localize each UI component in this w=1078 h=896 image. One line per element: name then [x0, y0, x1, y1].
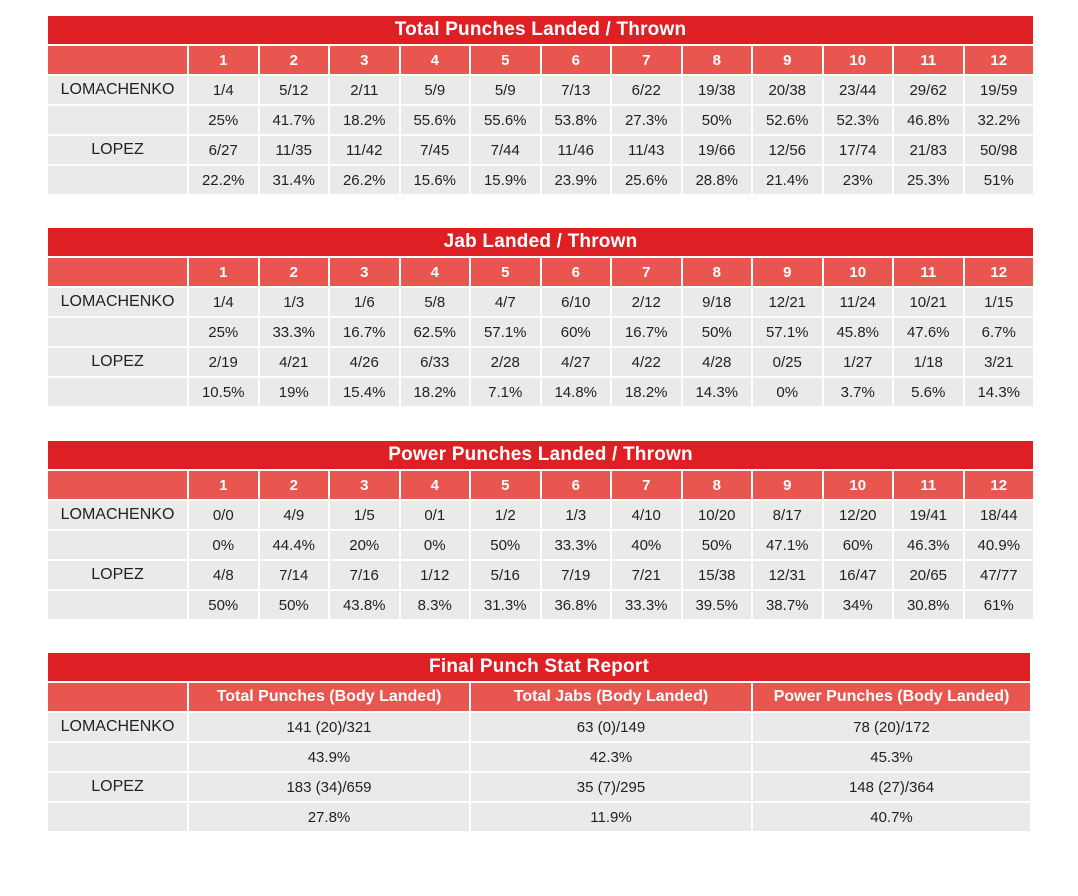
landed-cell: 1/18	[894, 346, 963, 376]
pct-cell: 27.3%	[612, 104, 681, 134]
landed-cell: 4/9	[260, 499, 329, 529]
round-header: 8	[683, 256, 752, 286]
pct-cell: 7.1%	[471, 376, 540, 406]
pct-cell: 46.3%	[894, 529, 963, 559]
pct-cell: 6.7%	[965, 316, 1034, 346]
pct-cell: 25.6%	[612, 164, 681, 194]
round-header: 12	[965, 469, 1034, 499]
table-row	[48, 771, 1030, 801]
round-header-row	[48, 44, 1033, 74]
pct-cell: 31.4%	[260, 164, 329, 194]
pct-cell: 45.8%	[824, 316, 893, 346]
round-header: 3	[330, 469, 399, 499]
pct-cell: 3.7%	[824, 376, 893, 406]
fighter-name: LOPEZ	[48, 134, 187, 164]
pct-cell: 23%	[824, 164, 893, 194]
landed-cell: 6/33	[401, 346, 470, 376]
pct-cell: 50%	[471, 529, 540, 559]
pct-cell: 50%	[683, 316, 752, 346]
table-row	[48, 559, 1033, 589]
round-header-blank	[48, 44, 187, 74]
landed-cell: 1/15	[965, 286, 1034, 316]
pct-cell: 31.3%	[471, 589, 540, 619]
round-header: 1	[189, 44, 258, 74]
pct-cell: 11.9%	[471, 801, 751, 831]
landed-cell: 10/21	[894, 286, 963, 316]
landed-cell: 11/43	[612, 134, 681, 164]
pct-cell: 33.3%	[612, 589, 681, 619]
landed-cell: 19/66	[683, 134, 752, 164]
table-row	[48, 74, 1033, 104]
landed-cell: 7/21	[612, 559, 681, 589]
landed-cell: 10/20	[683, 499, 752, 529]
pct-cell: 50%	[683, 104, 752, 134]
fighter-name: LOPEZ	[48, 771, 187, 801]
fighter-name-empty	[48, 741, 187, 771]
landed-cell: 4/26	[330, 346, 399, 376]
table-row	[48, 499, 1033, 529]
pct-cell: 8.3%	[401, 589, 470, 619]
landed-cell: 7/19	[542, 559, 611, 589]
pct-cell: 40.9%	[965, 529, 1034, 559]
pct-cell: 14.8%	[542, 376, 611, 406]
final-report-table	[46, 653, 1032, 831]
landed-cell: 47/77	[965, 559, 1034, 589]
fighter-name: LOPEZ	[48, 346, 187, 376]
landed-cell: 4/27	[542, 346, 611, 376]
pct-cell: 43.9%	[189, 741, 469, 771]
landed-cell: 20/65	[894, 559, 963, 589]
landed-cell: 11/46	[542, 134, 611, 164]
table-row	[48, 164, 1033, 194]
landed-cell: 11/35	[260, 134, 329, 164]
pct-cell: 38.7%	[753, 589, 822, 619]
landed-cell: 6/27	[189, 134, 258, 164]
table-title-row	[48, 16, 1033, 44]
landed-cell: 19/41	[894, 499, 963, 529]
landed-cell: 9/18	[683, 286, 752, 316]
landed-cell: 1/27	[824, 346, 893, 376]
pct-cell: 52.3%	[824, 104, 893, 134]
fighter-name: LOMACHENKO	[48, 74, 187, 104]
landed-cell: 5/9	[401, 74, 470, 104]
landed-cell: 2/11	[330, 74, 399, 104]
pct-cell: 15.9%	[471, 164, 540, 194]
landed-cell: 2/12	[612, 286, 681, 316]
pct-cell: 26.2%	[330, 164, 399, 194]
pct-cell: 55.6%	[471, 104, 540, 134]
landed-cell: 12/21	[753, 286, 822, 316]
landed-cell: 3/21	[965, 346, 1034, 376]
table-title: Jab Landed / Thrown	[48, 228, 1033, 256]
round-header: 11	[894, 256, 963, 286]
pct-cell: 19%	[260, 376, 329, 406]
table-row	[48, 286, 1033, 316]
round-header: 4	[401, 256, 470, 286]
pct-cell: 10.5%	[189, 376, 258, 406]
table-row	[48, 589, 1033, 619]
landed-cell: 11/42	[330, 134, 399, 164]
round-header: 6	[542, 469, 611, 499]
round-header: 1	[189, 256, 258, 286]
pct-cell: 28.8%	[683, 164, 752, 194]
pct-cell: 21.4%	[753, 164, 822, 194]
round-header: 2	[260, 469, 329, 499]
round-header: 10	[824, 469, 893, 499]
round-header: 7	[612, 469, 681, 499]
pct-cell: 47.6%	[894, 316, 963, 346]
landed-cell: 35 (7)/295	[471, 771, 751, 801]
landed-cell: 7/14	[260, 559, 329, 589]
fighter-name: LOMACHENKO	[48, 286, 187, 316]
round-header: 7	[612, 256, 681, 286]
fighter-name-empty	[48, 801, 187, 831]
table-row	[48, 104, 1033, 134]
landed-cell: 4/21	[260, 346, 329, 376]
landed-cell: 183 (34)/659	[189, 771, 469, 801]
pct-cell: 47.1%	[753, 529, 822, 559]
column-header: Total Jabs (Body Landed)	[471, 681, 751, 711]
pct-cell: 52.6%	[753, 104, 822, 134]
round-header-row	[48, 256, 1033, 286]
fighter-name: LOMACHENKO	[48, 711, 187, 741]
column-header: Total Punches (Body Landed)	[189, 681, 469, 711]
round-header: 5	[471, 469, 540, 499]
landed-cell: 5/8	[401, 286, 470, 316]
table-row	[48, 346, 1033, 376]
landed-cell: 4/7	[471, 286, 540, 316]
pct-cell: 0%	[189, 529, 258, 559]
pct-cell: 42.3%	[471, 741, 751, 771]
table-title-row	[48, 228, 1033, 256]
pct-cell: 16.7%	[612, 316, 681, 346]
pct-cell: 62.5%	[401, 316, 470, 346]
round-header: 11	[894, 469, 963, 499]
landed-cell: 0/0	[189, 499, 258, 529]
table-row	[48, 741, 1030, 771]
total-punches-table	[46, 16, 1035, 194]
pct-cell: 0%	[401, 529, 470, 559]
pct-cell: 44.4%	[260, 529, 329, 559]
round-header: 3	[330, 44, 399, 74]
landed-cell: 1/6	[330, 286, 399, 316]
pct-cell: 33.3%	[260, 316, 329, 346]
pct-cell: 14.3%	[965, 376, 1034, 406]
pct-cell: 15.6%	[401, 164, 470, 194]
table-row	[48, 711, 1030, 741]
landed-cell: 0/1	[401, 499, 470, 529]
landed-cell: 19/59	[965, 74, 1034, 104]
round-header: 9	[753, 256, 822, 286]
round-header: 9	[753, 44, 822, 74]
round-header-row	[48, 469, 1033, 499]
round-header: 4	[401, 469, 470, 499]
round-header: 4	[401, 44, 470, 74]
fighter-name-empty	[48, 529, 187, 559]
landed-cell: 2/19	[189, 346, 258, 376]
round-header: 12	[965, 44, 1034, 74]
round-header: 5	[471, 44, 540, 74]
pct-cell: 60%	[542, 316, 611, 346]
fighter-name-empty	[48, 589, 187, 619]
landed-cell: 12/20	[824, 499, 893, 529]
landed-cell: 148 (27)/364	[753, 771, 1030, 801]
pct-cell: 33.3%	[542, 529, 611, 559]
pct-cell: 50%	[189, 589, 258, 619]
landed-cell: 4/10	[612, 499, 681, 529]
pct-cell: 18.2%	[612, 376, 681, 406]
landed-cell: 17/74	[824, 134, 893, 164]
landed-cell: 20/38	[753, 74, 822, 104]
landed-cell: 8/17	[753, 499, 822, 529]
table-title: Total Punches Landed / Thrown	[48, 16, 1033, 44]
pct-cell: 25.3%	[894, 164, 963, 194]
landed-cell: 1/2	[471, 499, 540, 529]
landed-cell: 4/8	[189, 559, 258, 589]
pct-cell: 5.6%	[894, 376, 963, 406]
landed-cell: 19/38	[683, 74, 752, 104]
landed-cell: 78 (20)/172	[753, 711, 1030, 741]
pct-cell: 32.2%	[965, 104, 1034, 134]
round-header-blank	[48, 469, 187, 499]
landed-cell: 18/44	[965, 499, 1034, 529]
round-header: 2	[260, 256, 329, 286]
round-header: 6	[542, 256, 611, 286]
pct-cell: 39.5%	[683, 589, 752, 619]
pct-cell: 23.9%	[542, 164, 611, 194]
landed-cell: 29/62	[894, 74, 963, 104]
landed-cell: 5/9	[471, 74, 540, 104]
round-header: 7	[612, 44, 681, 74]
landed-cell: 5/12	[260, 74, 329, 104]
pct-cell: 53.8%	[542, 104, 611, 134]
landed-cell: 23/44	[824, 74, 893, 104]
round-header: 9	[753, 469, 822, 499]
landed-cell: 15/38	[683, 559, 752, 589]
power-punches-table	[46, 441, 1035, 619]
pct-cell: 57.1%	[471, 316, 540, 346]
pct-cell: 61%	[965, 589, 1034, 619]
table-row	[48, 376, 1033, 406]
table-title: Power Punches Landed / Thrown	[48, 441, 1033, 469]
landed-cell: 4/22	[612, 346, 681, 376]
round-header: 8	[683, 469, 752, 499]
round-header-blank	[48, 256, 187, 286]
landed-cell: 6/10	[542, 286, 611, 316]
pct-cell: 55.6%	[401, 104, 470, 134]
pct-cell: 25%	[189, 316, 258, 346]
table-title-row	[48, 441, 1033, 469]
round-header: 10	[824, 256, 893, 286]
table-row	[48, 134, 1033, 164]
pct-cell: 30.8%	[894, 589, 963, 619]
landed-cell: 7/16	[330, 559, 399, 589]
round-header: 11	[894, 44, 963, 74]
fighter-name-empty	[48, 164, 187, 194]
column-header-row	[48, 681, 1030, 711]
jab-table	[46, 228, 1035, 406]
pct-cell: 46.8%	[894, 104, 963, 134]
landed-cell: 16/47	[824, 559, 893, 589]
pct-cell: 15.4%	[330, 376, 399, 406]
table-row	[48, 529, 1033, 559]
landed-cell: 5/16	[471, 559, 540, 589]
pct-cell: 60%	[824, 529, 893, 559]
pct-cell: 50%	[683, 529, 752, 559]
landed-cell: 6/22	[612, 74, 681, 104]
round-header: 12	[965, 256, 1034, 286]
fighter-name-empty	[48, 104, 187, 134]
table-title-row	[48, 653, 1030, 681]
landed-cell: 7/45	[401, 134, 470, 164]
pct-cell: 20%	[330, 529, 399, 559]
pct-cell: 14.3%	[683, 376, 752, 406]
round-header: 2	[260, 44, 329, 74]
column-header-blank	[48, 681, 187, 711]
fighter-name: LOMACHENKO	[48, 499, 187, 529]
pct-cell: 40.7%	[753, 801, 1030, 831]
landed-cell: 50/98	[965, 134, 1034, 164]
round-header: 1	[189, 469, 258, 499]
pct-cell: 34%	[824, 589, 893, 619]
landed-cell: 11/24	[824, 286, 893, 316]
fighter-name-empty	[48, 316, 187, 346]
pct-cell: 43.8%	[330, 589, 399, 619]
round-header: 3	[330, 256, 399, 286]
fighter-name: LOPEZ	[48, 559, 187, 589]
landed-cell: 1/5	[330, 499, 399, 529]
pct-cell: 57.1%	[753, 316, 822, 346]
round-header: 5	[471, 256, 540, 286]
landed-cell: 1/4	[189, 74, 258, 104]
landed-cell: 1/4	[189, 286, 258, 316]
fighter-name-empty	[48, 376, 187, 406]
pct-cell: 50%	[260, 589, 329, 619]
round-header: 8	[683, 44, 752, 74]
landed-cell: 0/25	[753, 346, 822, 376]
pct-cell: 22.2%	[189, 164, 258, 194]
table-row	[48, 316, 1033, 346]
pct-cell: 41.7%	[260, 104, 329, 134]
landed-cell: 4/28	[683, 346, 752, 376]
pct-cell: 0%	[753, 376, 822, 406]
pct-cell: 18.2%	[401, 376, 470, 406]
table-title: Final Punch Stat Report	[48, 653, 1030, 681]
landed-cell: 1/3	[542, 499, 611, 529]
pct-cell: 16.7%	[330, 316, 399, 346]
landed-cell: 12/31	[753, 559, 822, 589]
pct-cell: 40%	[612, 529, 681, 559]
pct-cell: 27.8%	[189, 801, 469, 831]
pct-cell: 25%	[189, 104, 258, 134]
landed-cell: 7/44	[471, 134, 540, 164]
landed-cell: 1/3	[260, 286, 329, 316]
landed-cell: 12/56	[753, 134, 822, 164]
landed-cell: 2/28	[471, 346, 540, 376]
round-header: 10	[824, 44, 893, 74]
round-header: 6	[542, 44, 611, 74]
landed-cell: 7/13	[542, 74, 611, 104]
pct-cell: 36.8%	[542, 589, 611, 619]
pct-cell: 45.3%	[753, 741, 1030, 771]
table-row	[48, 801, 1030, 831]
landed-cell: 141 (20)/321	[189, 711, 469, 741]
pct-cell: 51%	[965, 164, 1034, 194]
column-header: Power Punches (Body Landed)	[753, 681, 1030, 711]
landed-cell: 1/12	[401, 559, 470, 589]
landed-cell: 63 (0)/149	[471, 711, 751, 741]
pct-cell: 18.2%	[330, 104, 399, 134]
landed-cell: 21/83	[894, 134, 963, 164]
